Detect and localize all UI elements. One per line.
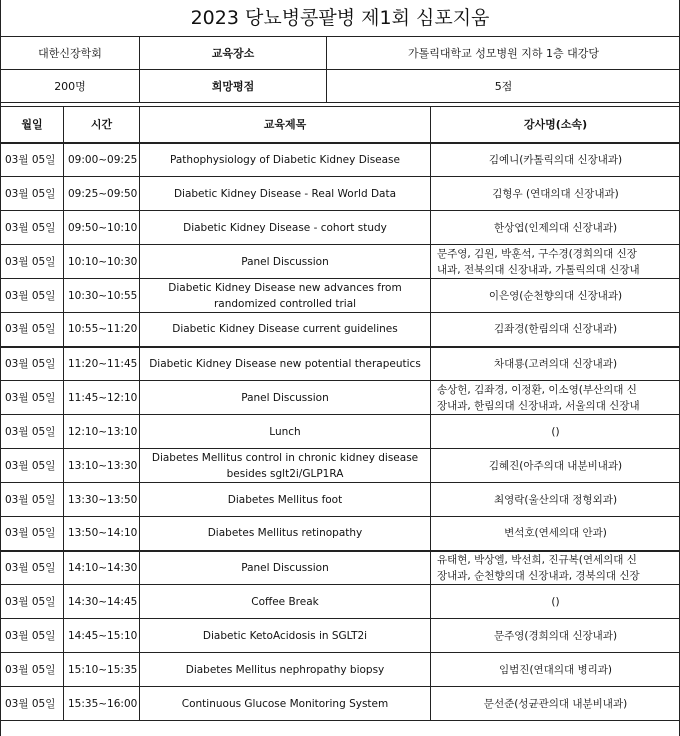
speaker-line: 장내과, 순천향의대 신장내과, 경북의대 신장 (437, 569, 640, 582)
row-time: 15:35~16:00 (64, 687, 140, 721)
row-topic: Diabetes Mellitus nephropathy biopsy (140, 653, 431, 687)
schedule-row (1, 381, 680, 415)
schedule-row (1, 449, 680, 483)
row-time: 12:10~13:10 (64, 415, 140, 449)
row-topic: Coffee Break (140, 585, 431, 619)
row-time: 14:45~15:10 (64, 619, 140, 653)
row-speaker (431, 551, 680, 585)
row-date: 03월 05일 (1, 551, 64, 585)
row-speaker: 문선준(성균관의대 내분비내과) (431, 687, 680, 721)
row-time: 09:25~09:50 (64, 177, 140, 211)
credit-label: 희망평점 (140, 70, 327, 103)
schedule-row (1, 313, 680, 347)
row-date: 03월 05일 (1, 619, 64, 653)
row-date: 03월 05일 (1, 347, 64, 381)
row-speaker: 한상엽(인제의대 신장내과) (431, 211, 680, 245)
row-topic: Continuous Glucose Monitoring System (140, 687, 431, 721)
row-time: 14:10~14:30 (64, 551, 140, 585)
row-speaker: 김예니(카톨릭의대 신장내과) (431, 143, 680, 177)
row-topic: Diabetes Mellitus foot (140, 483, 431, 517)
row-time: 10:55~11:20 (64, 313, 140, 347)
row-date: 03월 05일 (1, 517, 64, 551)
schedule-row (1, 415, 680, 449)
row-speaker: 문주영(경희의대 신장내과) (431, 619, 680, 653)
row-time: 13:50~14:10 (64, 517, 140, 551)
schedule-table (0, 106, 680, 721)
row-speaker: 차대룡(고려의대 신장내과) (431, 347, 680, 381)
row-date: 03월 05일 (1, 313, 64, 347)
schedule-row (1, 177, 680, 211)
schedule-row (1, 143, 680, 177)
row-time: 13:10~13:30 (64, 449, 140, 483)
schedule-row (1, 279, 680, 313)
row-time: 10:10~10:30 (64, 245, 140, 279)
speaker-line: 장내과, 한림의대 신장내과, 서울의대 신장내 (437, 399, 640, 412)
row-date: 03월 05일 (1, 143, 64, 177)
row-speaker: () (431, 585, 680, 619)
row-speaker: 임범진(연대의대 병리과) (431, 653, 680, 687)
row-date: 03월 05일 (1, 585, 64, 619)
row-speaker (431, 245, 680, 279)
info-row-credit (1, 70, 680, 103)
speaker-line: 유태현, 박상엘, 박선희, 진규복(연세의대 신 (437, 553, 637, 566)
schedule-body (1, 143, 680, 721)
event-info-table (0, 36, 680, 103)
row-topic: Diabetes Mellitus retinopathy (140, 517, 431, 551)
page-title: 2023 당뇨병콩팥병 제1회 심포지움 (0, 0, 680, 37)
schedule-row (1, 687, 680, 721)
speaker-line: 송상헌, 김좌경, 이정환, 이소영(부산의대 신 (437, 383, 637, 396)
row-topic: Diabetic Kidney Disease current guidelines (140, 313, 431, 347)
schedule-row (1, 551, 680, 585)
row-topic: Panel Discussion (140, 245, 431, 279)
row-topic: Panel Discussion (140, 381, 431, 415)
organizer-value: 대한신장학회 (1, 37, 140, 70)
header-speaker: 강사명(소속) (431, 107, 680, 143)
row-date: 03월 05일 (1, 211, 64, 245)
schedule-row (1, 347, 680, 381)
row-time: 13:30~13:50 (64, 483, 140, 517)
schedule-row (1, 619, 680, 653)
row-speaker: 이은영(순천향의대 신장내과) (431, 279, 680, 313)
row-topic: Diabetic Kidney Disease new advances from randomized controlled trial (140, 279, 431, 313)
row-time: 14:30~14:45 (64, 585, 140, 619)
row-topic: Diabetic Kidney Disease - Real World Data (140, 177, 431, 211)
schedule-row (1, 585, 680, 619)
row-date: 03월 05일 (1, 687, 64, 721)
capacity-value: 200명 (1, 70, 140, 103)
row-speaker: 변석호(연세의대 안과) (431, 517, 680, 551)
venue-label: 교육장소 (140, 37, 327, 70)
row-speaker: 김혜진(아주의대 내분비내과) (431, 449, 680, 483)
row-topic: Diabetes Mellitus control in chronic kidney disease besides sglt2i/GLP1RA (140, 449, 431, 483)
header-topic: 교육제목 (140, 107, 431, 143)
row-date: 03월 05일 (1, 449, 64, 483)
row-date: 03월 05일 (1, 415, 64, 449)
info-row-venue (1, 37, 680, 70)
row-date: 03월 05일 (1, 653, 64, 687)
row-time: 09:00~09:25 (64, 143, 140, 177)
row-date: 03월 05일 (1, 245, 64, 279)
credit-value: 5점 (327, 70, 680, 103)
speaker-line: 문주영, 김원, 박훈석, 구수경(경희의대 신장 (437, 247, 637, 260)
schedule-row (1, 483, 680, 517)
schedule-row (1, 245, 680, 279)
row-date: 03월 05일 (1, 177, 64, 211)
row-date: 03월 05일 (1, 483, 64, 517)
schedule-header-row (1, 107, 680, 143)
row-speaker: () (431, 415, 680, 449)
row-speaker (431, 381, 680, 415)
schedule-row (1, 517, 680, 551)
header-time: 시간 (64, 107, 140, 143)
row-time: 11:45~12:10 (64, 381, 140, 415)
schedule-row (1, 211, 680, 245)
row-speaker: 김형우 (연대의대 신장내과) (431, 177, 680, 211)
row-date: 03월 05일 (1, 381, 64, 415)
row-topic: Lunch (140, 415, 431, 449)
row-topic: Diabetic Kidney Disease new potential therapeutics (140, 347, 431, 381)
row-time: 09:50~10:10 (64, 211, 140, 245)
row-topic: Diabetic KetoAcidosis in SGLT2i (140, 619, 431, 653)
row-topic: Panel Discussion (140, 551, 431, 585)
row-time: 10:30~10:55 (64, 279, 140, 313)
row-speaker: 최영락(울산의대 정형외과) (431, 483, 680, 517)
row-date: 03월 05일 (1, 279, 64, 313)
header-date: 월일 (1, 107, 64, 143)
speaker-line: 내과, 전북의대 신장내과, 가톨릭의대 신장내 (437, 263, 640, 276)
venue-value: 가톨릭대학교 성모병원 지하 1층 대강당 (327, 37, 680, 70)
row-topic: Diabetic Kidney Disease - cohort study (140, 211, 431, 245)
row-topic: Pathophysiology of Diabetic Kidney Disease (140, 143, 431, 177)
row-speaker: 김좌경(한림의대 신장내과) (431, 313, 680, 347)
schedule-row (1, 653, 680, 687)
row-time: 11:20~11:45 (64, 347, 140, 381)
row-time: 15:10~15:35 (64, 653, 140, 687)
